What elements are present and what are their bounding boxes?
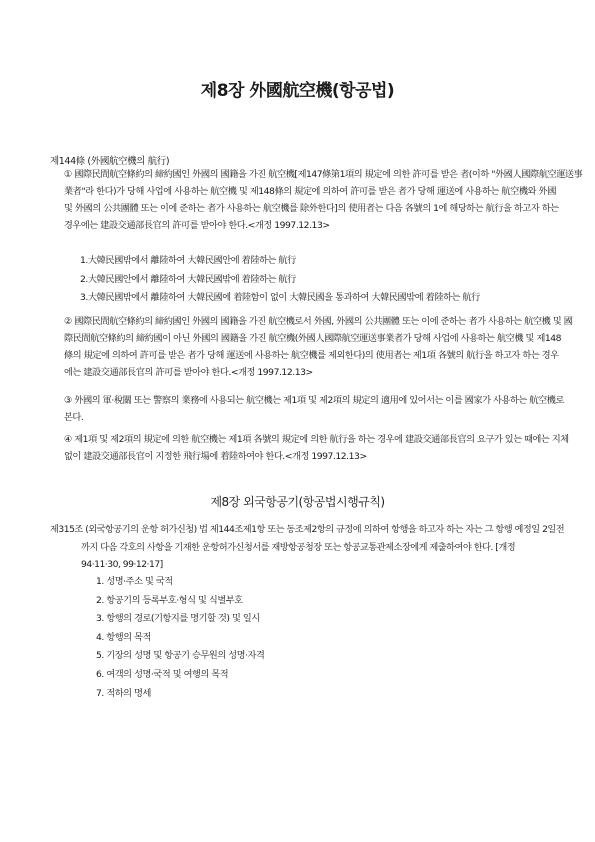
- rule-315-item: 1. 성명·주소 및 국적: [96, 576, 173, 587]
- sub-item: 2.大韓民國안에서 離陸하여 大韓民國밖에 着陸하는 航行: [80, 273, 296, 285]
- section-title: 제8장 외국항공기(항공법시행규칙): [210, 495, 385, 509]
- rule-315-item: 4. 항행의 목적: [96, 631, 151, 643]
- sub-item: 3.大韓民國밖에서 離陸하여 大韓民國에 着陸함이 없이 大韓民國을 통과하여 大韓民國밖에 着陸하는 航行: [80, 292, 480, 303]
- rule-315-item: 5. 기장의 성명 및 항공기 승무원의 성명·자격: [96, 650, 265, 662]
- paragraph-4: [64, 431, 569, 465]
- article-heading: 제144條 (外國航空機의 航行): [50, 156, 170, 167]
- paragraph-1-line: 業者"라 한다)가 당해 사업에 사용하는 航空機 및 제148條의 規定에 의하여 許可를 받은 者가 당해 運送에 사용하는 航空機와 外國: [64, 186, 556, 197]
- paragraph-2: [64, 313, 572, 381]
- paragraph-4-line: 없이 建設交通部長官이 지정한 飛行場에 着陸하여야 한다.<개정 1997.12.13>: [64, 451, 367, 462]
- rule-315-line: 94·11·30, 99·12·17]: [81, 559, 163, 570]
- rule-315-item: 2. 항공기의 등록부호·형식 및 식별부호: [96, 594, 243, 606]
- chapter-title: 제8장 外國航空機(항공법): [200, 81, 395, 101]
- paragraph-3-line: ③ 外國의 軍·稅關 또는 警察의 業務에 사용되는 航空機는 제1項 및 제2項의 規定의 適用에 있어서는 이를 國家가 사용하는 航空機로: [64, 395, 564, 406]
- paragraph-4-line: ④ 제1項 및 제2項의 規定에 의한 航空機는 제1項 各號의 規定에 의한 航行을 하는 경우에 建設交通部長官의 요구가 있는 때에는 지체: [64, 434, 569, 445]
- paragraph-3: [64, 392, 564, 426]
- sub-item-list: [80, 252, 480, 308]
- paragraph-2-line: 條의 規定에 의하여 許可를 받은 者가 당해 運送에 사용하는 航空機를 제외한다)의 使用者는 제1項 各號의 航行을 하고자 하는 경우: [64, 350, 559, 361]
- paragraph-2-line: 際民間航空條約의 締約國이 아닌 外國의 國籍을 가진 航空機(外國人國際航空運送事業者가 당해 사업에 사용하는 航空機 및 제148: [64, 333, 562, 344]
- paragraph-1-line: 및 外國의 公共團體 또는 이에 준하는 者가 사용하는 航空機를 除外한다]의 使用者는 다음 各號의 1에 해당하는 航行을 하고자 하는: [64, 203, 559, 214]
- paragraph-2-line: 에는 建設交通部長官의 許可를 받아야 한다.<개정 1997.12.13>: [64, 367, 313, 378]
- paragraph-1-line: ① 國際民間航空條約의 締約國인 外國의 國籍을 가진 航空機[제147條第1項의 規定에 의한 許可를 받은 者(이하 "外國人國際航空運送事: [64, 169, 583, 180]
- rule-315-item: 3. 항행의 경로(기항지를 명기할 것) 및 일시: [96, 613, 260, 625]
- rule-315: [50, 521, 564, 574]
- paragraph-1: [64, 166, 582, 234]
- paragraph-3-line: 본다.: [64, 412, 84, 423]
- rule-315-line: 제315조 (외국항공기의 운항 허가신청) 법 제144조제1항 또는 동조제2항의 규정에 의하여 항행을 하고자 하는 자는 그 항행 예정일 2일전: [50, 524, 565, 535]
- rule-315-line: 까지 다음 각호의 사항을 기재한 운항허가신청서를 재방항공청장 또는 항공교통관제소장에게 제출하여야 한다. [개정: [81, 541, 516, 553]
- rule-315-item: 7. 적하의 명세: [96, 687, 151, 699]
- sub-item: 1.大韓民國밖에서 離陸하여 大韓民國안에 着陸하는 航行: [80, 255, 296, 266]
- rule-315-item: 6. 여객의 성명·국적 및 여행의 목적: [96, 668, 229, 680]
- paragraph-2-line: ② 國際民間航空條約의 締約國인 外國의 國籍을 가진 航空機로서 外國, 外國의 公共團體 또는 이에 준하는 者가 사용하는 航空機 및 國: [64, 316, 573, 327]
- rule-315-item-list: [96, 573, 264, 703]
- paragraph-1-line: 경우에는 建設交通部長官의 許可를 받아야 한다.<개정 1997.12.13>: [64, 220, 330, 231]
